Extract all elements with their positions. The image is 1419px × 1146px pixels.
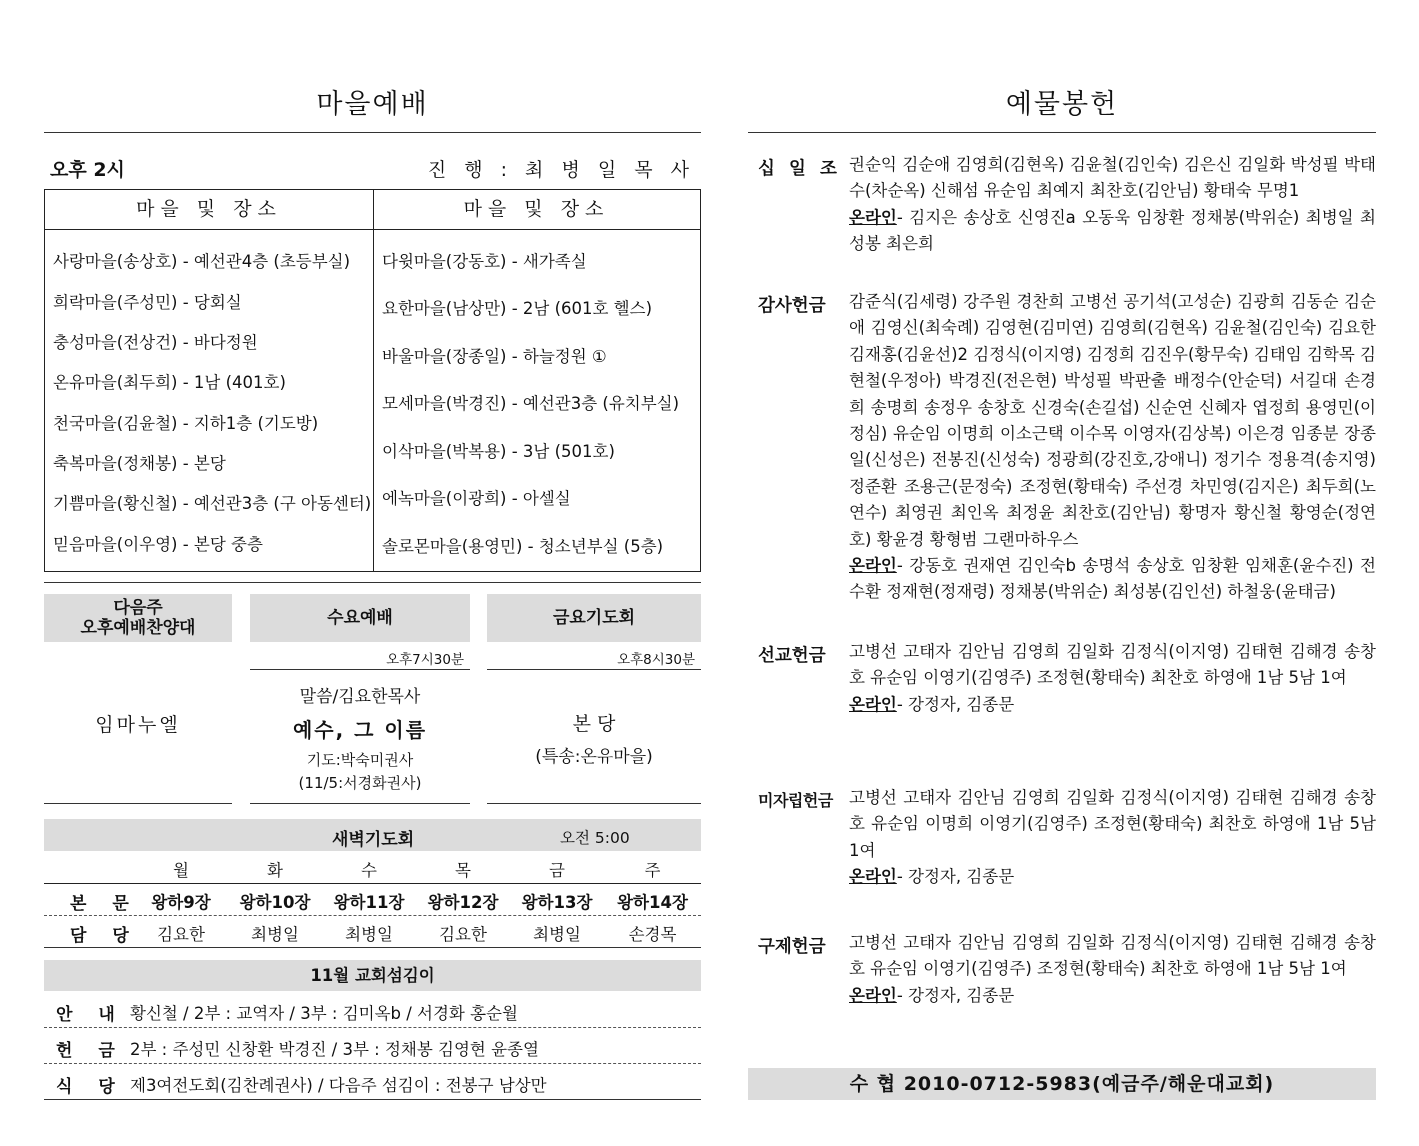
wednesday-prayer-next: (11/5:서경화권사) <box>298 774 422 792</box>
relief-list <box>849 930 1376 1009</box>
tithe-online-names: - 김지은 송상호 신영진a 오동욱 임창환 정채봉(박위순) 최병일 최성봉 최은희 <box>849 207 1376 254</box>
worship-leader: 진 행 : 최 병 일 목 사 <box>427 159 695 181</box>
table-header-left: 마을 및 장소 <box>45 190 373 230</box>
mission-label: 선교헌금 <box>758 646 826 666</box>
village-item: 사랑마을(송상호) - 예선관4층 (초등부실) <box>53 252 351 271</box>
unestablished-church-list <box>849 785 1376 891</box>
mission-online-label: 온라인 <box>849 694 897 714</box>
wednesday-worship-header: 수요예배 <box>250 594 470 642</box>
in-charge-cell: 손경목 <box>628 925 677 944</box>
village-item: 기쁨마을(황신철) - 예선관3층 (구 아동센터) <box>53 494 372 513</box>
mission-online-names: - 강정자, 김종문 <box>896 694 1015 714</box>
friday-place: 본 당 <box>572 713 616 735</box>
in-charge-label: 담 당 <box>70 926 139 946</box>
servers-bottom-rule <box>44 1099 701 1100</box>
in-charge-cell: 김요한 <box>439 925 487 944</box>
scripture-cell: 왕하10장 <box>239 893 311 912</box>
in-charge-cell: 김요한 <box>157 925 205 944</box>
unestablished-church-online-names: - 강정자, 김종문 <box>896 867 1015 887</box>
dawn-prayer-time: 오전 5:00 <box>560 829 630 847</box>
servers-header: 11월 교회섬김이 <box>44 960 701 991</box>
tithe-names: 권순익 김순애 김영희(김현옥) 김윤철(김인숙) 김은신 김일화 박성필 박태수(차순옥) 신해섬 유순임 최예지 최찬호(김안님) 황태숙 무명1 <box>849 155 1376 201</box>
usher-text: 황신철 / 2부 : 교역자 / 3부 : 김미옥b / 서경화 홍순월 <box>130 1004 518 1023</box>
village-item: 천국마을(김윤철) - 지하1층 (기도방) <box>53 414 319 433</box>
dawn-days-rule <box>44 883 701 884</box>
day-label: 목 <box>455 861 471 880</box>
offering-text: 2부 : 주성민 신창환 박경진 / 3부 : 정채봉 김영현 윤종열 <box>130 1040 539 1059</box>
dawn-bottom-rule <box>44 947 701 948</box>
village-item: 충성마을(전상건) - 바다정원 <box>53 333 258 352</box>
title-divider <box>44 132 701 133</box>
scripture-cell: 왕하12장 <box>427 893 499 912</box>
dawn-prayer-title: 새벽기도회 <box>332 830 415 850</box>
relief-online-names: - 강정자, 김종문 <box>896 985 1015 1005</box>
day-label: 주 <box>644 861 661 880</box>
unestablished-church-online-label: 온라인 <box>849 867 897 887</box>
wednesday-bottom-rule <box>250 803 470 804</box>
servers-row-rule <box>44 1063 701 1064</box>
friday-bottom-rule <box>487 803 701 804</box>
scripture-cell: 왕하13장 <box>521 893 593 912</box>
bank-account: 수 협 2010-0712-5983(예금주/해운대교회) <box>748 1068 1376 1100</box>
thanksgiving-list <box>849 289 1376 606</box>
kitchen-text: 제3여전도회(김찬례권사) / 다음주 섬김이 : 전봉구 남상만 <box>130 1076 547 1095</box>
day-label: 수 <box>361 861 377 880</box>
village-item: 솔로몬마을(용영민) - 청소년부실 (5층) <box>382 537 664 556</box>
village-item: 이삭마을(박복용) - 3남 (501호) <box>382 442 615 461</box>
thanksgiving-label: 감사헌금 <box>758 296 826 316</box>
relief-online-label: 온라인 <box>849 985 897 1005</box>
village-item: 에녹마을(이광희) - 아셀실 <box>382 489 571 508</box>
afternoon-choir-title: 오후예배찬양대 <box>80 618 196 638</box>
title-divider <box>748 132 1376 133</box>
worship-time: 오후 2시 <box>50 159 125 181</box>
worship-time-row <box>50 155 695 183</box>
next-week-choir-header <box>44 594 232 642</box>
mission-list <box>849 639 1376 718</box>
tithe-online-label: 온라인 <box>849 207 897 227</box>
unestablished-church-names: 고병선 고태자 김안님 김영희 김일화 김정식(이지영) 김태현 김해경 송창호 유순임 이명희 이영기(김영주) 조정현(황태숙) 최찬호 하영애 1남 5남 1여 <box>849 788 1376 860</box>
thanksgiving-online-names: - 강동호 권재연 김인숙b 송명석 송상호 임창환 임채훈(윤수진) 전수환 정재현(정재령) 정채봉(박위순) 최성봉(김인선) 하철웅(윤태금) <box>849 556 1376 602</box>
village-item: 모세마을(박경진) - 예선관3층 (유치부실) <box>382 394 680 413</box>
thanksgiving-names: 감준식(김세령) 강주원 경찬희 고병선 공기석(고성순) 김광희 김동순 김순애 김영신(최숙례) 김영현(김미연) 김영희(김현옥) 김윤철(김인숙) 김요한 김재홍(김윤선)2 김정식(이지영) 김정희 김진우(황무숙) 김태임 김학목 김현철(우정아) 박경진(전은현) 박성필 박판출 배정수(안순덕) 서길대 손경희 송명희 송정우 송창호 신경숙(손길섭) 신순연 신혜자 엽정희 용영민(이정심) 유순임 이명희 이소근택 이수목 이영자(김상복) 이은경 임종분 장종일(신성은) 전봉진(신성숙) 정광희(강진호,강애니) 정기수 정용격(송지영) 정준환 조용근(문정숙) 조정현(황태숙) 주선경 차민영(김지은) 최두희(노연수) 최영권 최인옥 최정윤 최찬호(김안님) 황명자 황신철 황영순(정연호) 황윤경 황형범 그랜마하우스 <box>849 292 1376 549</box>
day-label: 금 <box>549 861 565 880</box>
friday-time-rule <box>487 669 701 670</box>
tithe-list <box>849 152 1376 258</box>
scripture-cell: 왕하9장 <box>151 893 211 912</box>
scripture-cell: 왕하11장 <box>333 893 405 912</box>
in-charge-cell: 최병일 <box>345 925 393 944</box>
day-label: 화 <box>267 861 283 880</box>
table-header-right: 마을 및 장소 <box>373 190 700 230</box>
relief-label: 구제헌금 <box>758 937 826 957</box>
table-column-divider <box>373 190 374 571</box>
scripture-cell: 왕하14장 <box>617 893 688 912</box>
kitchen-label: 식 당 <box>56 1077 125 1097</box>
relief-names: 고병선 고태자 김안님 김영희 김일화 김정식(이지영) 김태현 김해경 송창호 유순임 이영기(김영주) 조정현(황태숙) 최찬호 하영애 1남 5남 1여 <box>849 933 1376 979</box>
next-week-title: 다음주 <box>113 598 163 618</box>
village-item: 요한마을(남상만) - 2남 (601호 헬스) <box>382 299 653 318</box>
unestablished-church-label: 미자립헌금 <box>758 791 833 810</box>
section-divider <box>44 582 701 583</box>
mission-names: 고병선 고태자 김안님 김영희 김일화 김정식(이지영) 김태현 김해경 송창호 유순임 이영기(김영주) 조정현(황태숙) 최찬호 하영애 1남 5남 1여 <box>849 642 1376 688</box>
choir-name: 임마누엘 <box>95 714 181 736</box>
dawn-prayer-header <box>44 819 701 851</box>
wednesday-time-rule <box>250 669 470 670</box>
friday-time: 오후8시30분 <box>617 652 695 668</box>
wednesday-sermon-title: 예수, 그 이름 <box>292 718 428 742</box>
wednesday-prayer: 기도:박숙미권사 <box>306 751 414 769</box>
thanksgiving-online-label: 온라인 <box>849 556 897 576</box>
village-item: 온유마을(최두희) - 1남 (401호) <box>53 373 286 392</box>
village-item: 희락마을(주성민) - 당회실 <box>53 293 242 312</box>
village-item: 믿음마을(이우영) - 본당 중층 <box>53 535 263 554</box>
in-charge-cell: 최병일 <box>251 925 299 944</box>
tithe-label: 십 일 조 <box>758 159 841 179</box>
dawn-row-rule <box>44 915 701 916</box>
servers-row-rule <box>44 1027 701 1028</box>
in-charge-cell: 최병일 <box>533 925 581 944</box>
village-item: 다윗마을(강동호) - 새가족실 <box>382 252 587 271</box>
choir-bottom-rule <box>44 803 232 804</box>
wednesday-sermon: 말씀/김요한목사 <box>299 687 421 707</box>
village-item: 바울마을(장종일) - 하늘정원 ① <box>382 347 607 366</box>
offering-label: 헌 금 <box>56 1041 125 1061</box>
scripture-label: 본 문 <box>70 894 139 914</box>
friday-prayer-header: 금요기도회 <box>487 594 701 642</box>
usher-label: 안 내 <box>56 1005 125 1025</box>
wednesday-time: 오후7시30분 <box>386 652 464 668</box>
friday-special: (특송:온유마을) <box>535 747 653 767</box>
section-title-offerings: 예물봉헌 <box>1005 89 1119 120</box>
day-label: 월 <box>173 861 189 880</box>
village-table <box>44 189 701 572</box>
section-title-village-worship: 마을예배 <box>316 89 429 120</box>
village-item: 축복마을(정채봉) - 본당 <box>53 454 226 473</box>
